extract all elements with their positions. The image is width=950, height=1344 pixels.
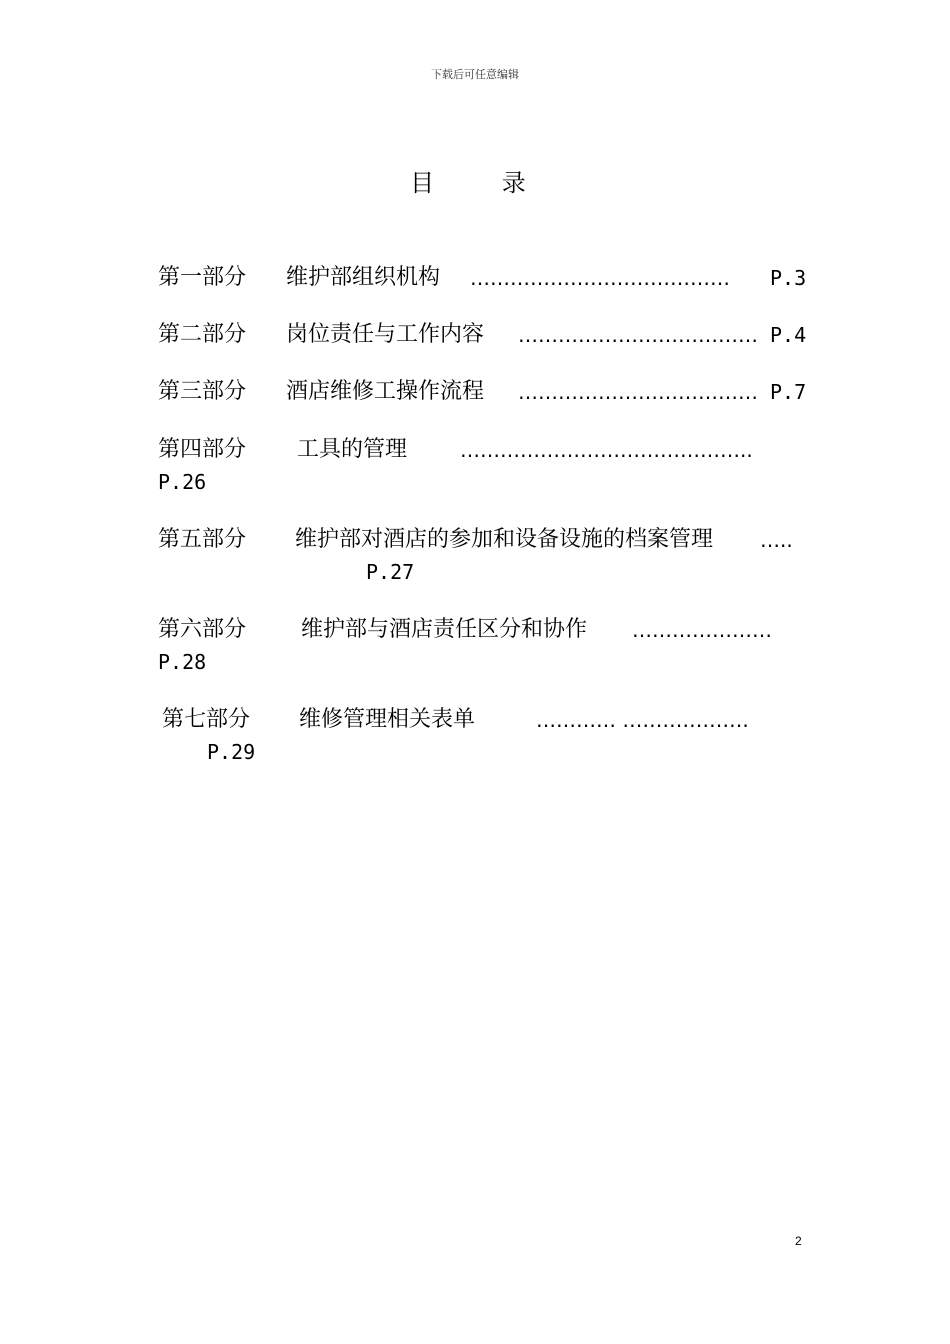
toc-leader-dots: ……………………………… bbox=[518, 323, 758, 347]
toc-entry-title: 工具的管理 bbox=[297, 437, 408, 462]
toc-page-ref: P.29 bbox=[207, 740, 256, 764]
toc-part-label: 第七部分 bbox=[162, 707, 251, 732]
header-note: 下载后可任意编辑 bbox=[431, 68, 519, 81]
toc-page-ref: P.3 bbox=[770, 266, 807, 290]
toc-title: 目 录 bbox=[410, 169, 556, 197]
toc-entry-title: 维护部对酒店的参加和设备设施的档案管理 bbox=[295, 527, 714, 552]
toc-leader-dots: ………………… bbox=[632, 618, 772, 642]
toc-leader-dots: ……………………………… bbox=[518, 380, 758, 404]
toc-entry-title: 维护部与酒店责任区分和协作 bbox=[301, 617, 588, 642]
toc-part-label: 第二部分 bbox=[158, 322, 247, 347]
toc-page-ref: P.7 bbox=[770, 380, 807, 404]
toc-page-ref: P.28 bbox=[158, 650, 207, 674]
toc-part-label: 第四部分 bbox=[158, 437, 247, 462]
toc-part-label: 第五部分 bbox=[158, 527, 247, 552]
toc-leader-dots: ….. bbox=[760, 528, 793, 552]
toc-entry-title: 岗位责任与工作内容 bbox=[286, 322, 485, 347]
toc-part-label: 第一部分 bbox=[158, 265, 247, 290]
toc-part-label: 第六部分 bbox=[158, 617, 247, 642]
toc-part-label: 第三部分 bbox=[158, 379, 247, 404]
toc-page-ref: P.26 bbox=[158, 470, 207, 494]
toc-leader-dots: …………………………………….. bbox=[460, 438, 753, 462]
toc-entry-title: 维护部组织机构 bbox=[286, 265, 441, 290]
page-number: 2 bbox=[795, 1234, 802, 1248]
toc-page-ref: P.4 bbox=[770, 323, 807, 347]
toc-entry-title: 维修管理相关表单 bbox=[299, 707, 476, 732]
toc-leader-dots: ………… ………………. bbox=[536, 708, 749, 732]
toc-page-ref: P.27 bbox=[366, 560, 415, 584]
toc-leader-dots: ………………………………… bbox=[470, 266, 730, 290]
toc-entry-title: 酒店维修工操作流程 bbox=[286, 379, 485, 404]
